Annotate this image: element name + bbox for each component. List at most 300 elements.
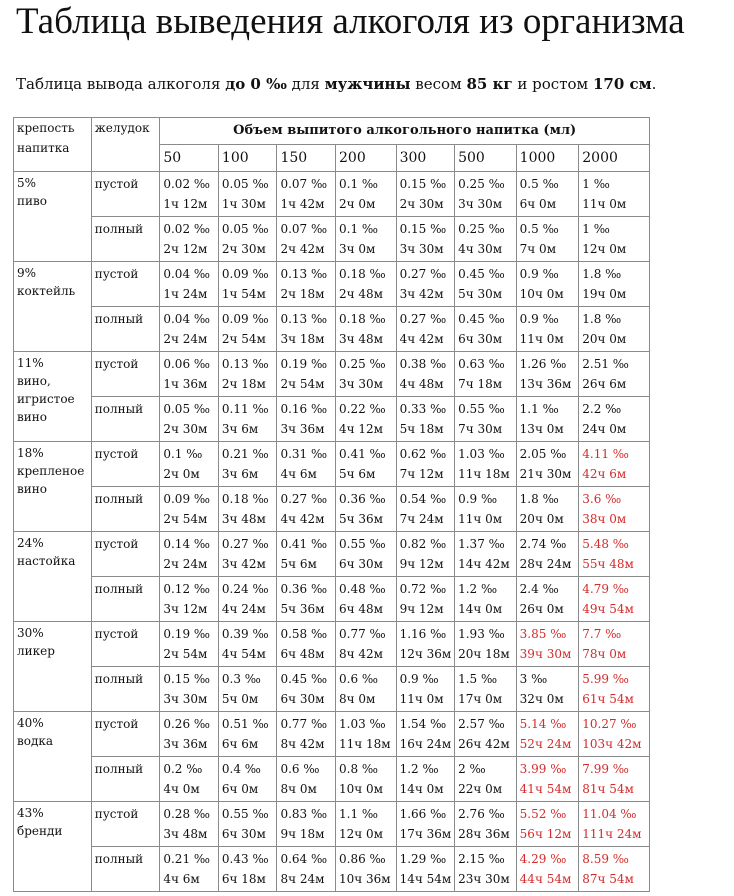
promille-value: 0.86 ‰ [339,852,386,866]
elimination-time: 2ч 24м [163,332,208,346]
elimination-time: 5ч 6м [339,467,376,481]
elimination-time: 2ч 54м [163,512,208,526]
value-cell [396,352,455,397]
promille-value: 0.41 ‰ [339,447,386,461]
elimination-time: 8ч 0м [339,692,376,706]
value-cell [218,802,277,847]
promille-value: 10.27 ‰ [582,717,637,731]
value-cell [396,712,455,757]
promille-value: 1.5 ‰ [458,672,498,686]
elimination-time: 26ч 6м [582,377,627,391]
promille-value: 0.19 ‰ [280,357,328,371]
value-cell [516,532,579,577]
value-cell [455,802,517,847]
value-cell [516,847,579,892]
drink-label-line: коктейль [17,284,76,298]
value-cell [218,442,277,487]
promille-value: 0.33 ‰ [399,402,447,416]
drink-label [14,712,92,802]
elimination-time: 1ч 54м [221,287,266,301]
promille-value: 0.13 ‰ [280,267,328,281]
promille-value: 0.5 ‰ [519,177,559,191]
elimination-time: 6ч 6м [221,737,259,751]
value-cell [579,442,650,487]
promille-value: 3.6 ‰ [582,492,622,506]
elimination-time: 49ч 54м [582,602,634,616]
elimination-time: 10ч 36м [339,872,391,886]
promille-value: 1.29 ‰ [399,852,447,866]
value-cell [160,622,219,667]
promille-value: 0.25 ‰ [458,222,505,236]
value-cell [277,847,336,892]
value-cell [396,442,455,487]
value-cell [579,262,650,307]
drink-label [14,442,92,532]
elimination-time: 4ч 54м [221,647,266,661]
elimination-time: 26ч 0м [519,602,564,616]
elimination-time: 103ч 42м [582,737,642,751]
table-row [14,487,650,532]
drink-label-line: настойка [17,554,76,568]
elimination-time: 11ч 0м [582,197,627,211]
value-cell [516,577,579,622]
elimination-time: 8ч 0м [280,782,317,796]
description-text: и ростом [512,75,593,93]
promille-value: 0.27 ‰ [221,537,269,551]
elimination-time: 22ч 0м [458,782,503,796]
elimination-time: 8ч 24м [280,872,325,886]
elimination-time: 6ч 48м [339,602,383,616]
promille-value: 0.19 ‰ [163,627,210,641]
elimination-time: 8ч 42м [339,647,383,661]
elimination-time: 3ч 12м [163,602,208,616]
promille-value: 0.1 ‰ [339,177,378,191]
elimination-time: 3ч 30м [339,377,383,391]
drink-label-line: 9% [17,266,37,280]
description-weight: 85 кг [466,75,513,93]
value-cell [277,757,336,802]
promille-value: 1 ‰ [582,177,610,191]
elimination-time: 2ч 30м [399,197,444,211]
promille-value: 7.7 ‰ [582,627,622,641]
value-cell [516,217,579,262]
promille-value: 0.13 ‰ [280,312,328,326]
value-cell [218,532,277,577]
elimination-time: 2ч 18м [221,377,266,391]
drink-label-line: 24% [17,536,44,550]
value-cell [455,262,517,307]
table-row [14,397,650,442]
value-cell [218,712,277,757]
value-cell [160,262,219,307]
value-cell [277,397,336,442]
table-row [14,442,650,487]
promille-value: 0.9 ‰ [519,267,559,281]
value-cell [277,217,336,262]
value-cell [277,712,336,757]
elimination-time: 12ч 36м [399,647,452,661]
drink-label-line: бренди [17,824,63,838]
value-cell [160,352,219,397]
elimination-time: 2ч 0м [339,197,376,211]
stomach-state: полный [91,667,160,712]
promille-value: 5.14 ‰ [519,717,567,731]
value-cell [396,802,455,847]
promille-value: 0.82 ‰ [399,537,447,551]
elimination-time: 13ч 0м [519,422,564,436]
elimination-time: 2ч 54м [280,377,325,391]
promille-value: 2.76 ‰ [458,807,505,821]
promille-value: 3.99 ‰ [519,762,567,776]
elimination-time: 6ч 48м [280,647,325,661]
promille-value: 0.39 ‰ [221,627,269,641]
stomach-state: пустой [91,802,160,847]
elimination-time: 28ч 24м [519,557,572,571]
elimination-time: 26ч 42м [458,737,510,751]
table-body [14,118,650,892]
value-cell [336,397,397,442]
value-cell [336,172,397,217]
elimination-time: 3ч 0м [339,242,376,256]
promille-value: 1.66 ‰ [399,807,447,821]
table-row [14,262,650,307]
stomach-state: полный [91,397,160,442]
elimination-time: 20ч 0м [519,512,564,526]
promille-value: 0.55 ‰ [339,537,386,551]
value-cell [455,442,517,487]
elimination-time: 14ч 54м [399,872,452,886]
promille-value: 0.9 ‰ [458,492,498,506]
value-cell [160,172,219,217]
elimination-time: 56ч 12м [519,827,572,841]
elimination-time: 6ч 30м [221,827,266,841]
drink-label-line: вино [17,482,47,496]
elimination-time: 28ч 36м [458,827,510,841]
elimination-time: 5ч 36м [280,602,325,616]
drink-label [14,802,92,892]
value-cell [455,487,517,532]
elimination-time: 11ч 18м [458,467,510,481]
elimination-time: 7ч 12м [399,467,444,481]
promille-value: 11.04 ‰ [582,807,637,821]
elimination-time: 2ч 30м [221,242,266,256]
promille-value: 0.11 ‰ [221,402,269,416]
value-cell [218,262,277,307]
value-cell [516,487,579,532]
header-stomach: желудок [91,118,160,172]
promille-value: 0.05 ‰ [163,402,210,416]
value-cell [160,847,219,892]
promille-value: 4.11 ‰ [582,447,629,461]
table-row [14,847,650,892]
promille-value: 0.43 ‰ [221,852,269,866]
table-row [14,172,650,217]
elimination-time: 2ч 12м [163,242,208,256]
promille-value: 0.1 ‰ [163,447,203,461]
elimination-time: 87ч 54м [582,872,634,886]
promille-value: 5.99 ‰ [582,672,629,686]
promille-value: 0.25 ‰ [458,177,505,191]
elimination-time: 3ч 6м [221,467,259,481]
value-cell [579,757,650,802]
value-cell [396,847,455,892]
value-cell [218,172,277,217]
value-cell [579,577,650,622]
stomach-state: полный [91,217,160,262]
value-cell [455,757,517,802]
alcohol-elimination-table [13,117,650,892]
volume-header-cell: 50 [160,145,219,172]
promille-value: 1.54 ‰ [399,717,447,731]
promille-value: 0.63 ‰ [458,357,505,371]
promille-value: 0.06 ‰ [163,357,210,371]
elimination-time: 5ч 6м [280,557,317,571]
value-cell [579,847,650,892]
promille-value: 2.4 ‰ [519,582,559,596]
value-cell [579,487,650,532]
value-cell [579,307,650,352]
promille-value: 4.79 ‰ [582,582,629,596]
value-cell [277,172,336,217]
stomach-state: пустой [91,532,160,577]
value-cell [455,532,517,577]
elimination-time: 3ч 42м [399,287,444,301]
promille-value: 0.15 ‰ [163,672,210,686]
elimination-time: 7ч 24м [399,512,444,526]
elimination-time: 5ч 18м [399,422,444,436]
elimination-time: 2ч 54м [163,647,208,661]
promille-value: 0.05 ‰ [221,177,269,191]
stomach-state: полный [91,307,160,352]
page-title: Таблица выведения алкоголя из организма [16,1,685,42]
promille-value: 1.2 ‰ [458,582,498,596]
value-cell [455,217,517,262]
description-gender: мужчины [324,75,411,93]
value-cell [277,307,336,352]
promille-value: 5.48 ‰ [582,537,629,551]
drink-label [14,262,92,352]
elimination-time: 14ч 0м [399,782,444,796]
value-cell [218,757,277,802]
promille-value: 0.07 ‰ [280,177,328,191]
elimination-time: 1ч 30м [221,197,266,211]
value-cell [218,352,277,397]
value-cell [277,532,336,577]
promille-value: 1.8 ‰ [582,267,622,281]
promille-value: 0.26 ‰ [163,717,210,731]
promille-value: 0.13 ‰ [221,357,269,371]
promille-value: 0.38 ‰ [399,357,447,371]
elimination-time: 11ч 18м [339,737,391,751]
value-cell [336,307,397,352]
promille-value: 0.18 ‰ [221,492,269,506]
value-cell [160,442,219,487]
value-cell [277,577,336,622]
table-row [14,622,650,667]
elimination-time: 20ч 0м [582,332,627,346]
volume-header-cell: 100 [218,145,277,172]
value-cell [516,622,579,667]
value-cell [396,217,455,262]
promille-value: 0.15 ‰ [399,177,447,191]
elimination-time: 8ч 42м [280,737,325,751]
promille-value: 0.8 ‰ [339,762,378,776]
value-cell [579,802,650,847]
value-cell [455,397,517,442]
header-strength: крепость напитка [14,118,92,172]
elimination-time: 38ч 0м [582,512,627,526]
elimination-time: 7ч 0м [519,242,557,256]
promille-value: 5.52 ‰ [519,807,567,821]
value-cell [396,172,455,217]
value-cell [218,487,277,532]
elimination-time: 3ч 30м [458,197,503,211]
description-height: 170 см [592,75,652,93]
value-cell [218,847,277,892]
drink-label-line: водка [17,734,54,748]
value-cell [579,217,650,262]
value-cell [579,172,650,217]
elimination-time: 1ч 24м [163,287,208,301]
elimination-time: 19ч 0м [582,287,627,301]
value-cell [396,532,455,577]
value-cell [160,532,219,577]
value-cell [579,532,650,577]
promille-value: 2.15 ‰ [458,852,505,866]
elimination-time: 6ч 18м [221,872,266,886]
promille-value: 0.22 ‰ [339,402,386,416]
stomach-state: пустой [91,352,160,397]
value-cell [396,622,455,667]
value-cell [396,262,455,307]
promille-value: 1.1 ‰ [519,402,559,416]
elimination-time: 13ч 36м [519,377,572,391]
description-text: . [651,75,657,93]
header-volume: Объем выпитого алкогольного напитка (мл) [160,118,650,145]
stomach-state: полный [91,487,160,532]
elimination-time: 111ч 24м [582,827,642,841]
value-cell [160,802,219,847]
promille-value: 0.9 ‰ [399,672,439,686]
promille-value: 0.55 ‰ [221,807,269,821]
elimination-time: 4ч 48м [399,377,444,391]
drink-label-line: 43% [17,806,44,820]
promille-value: 0.45 ‰ [280,672,328,686]
stomach-state: пустой [91,622,160,667]
promille-value: 0.02 ‰ [163,177,210,191]
drink-label [14,532,92,622]
value-cell [160,397,219,442]
volume-header-cell: 2000 [579,145,650,172]
drink-label-line: крепленое [17,464,85,478]
elimination-time: 1ч 12м [163,197,208,211]
elimination-time: 2ч 18м [280,287,325,301]
table-row [14,217,650,262]
drink-label-line: 11% [17,356,44,370]
promille-value: 2 ‰ [458,762,486,776]
elimination-time: 3ч 36м [280,422,325,436]
promille-value: 0.27 ‰ [399,267,447,281]
elimination-time: 3ч 30м [399,242,444,256]
value-cell [516,172,579,217]
elimination-time: 11ч 0м [519,332,564,346]
value-cell [277,622,336,667]
elimination-time: 6ч 30м [339,557,383,571]
elimination-time: 41ч 54м [519,782,572,796]
value-cell [336,757,397,802]
promille-value: 2.05 ‰ [519,447,567,461]
elimination-time: 6ч 0м [221,782,259,796]
promille-value: 0.4 ‰ [221,762,261,776]
elimination-time: 5ч 36м [339,512,383,526]
elimination-time: 78ч 0м [582,647,627,661]
value-cell [218,397,277,442]
value-cell [336,217,397,262]
promille-value: 8.59 ‰ [582,852,629,866]
promille-value: 0.77 ‰ [339,627,386,641]
promille-value: 0.54 ‰ [399,492,447,506]
promille-value: 0.48 ‰ [339,582,386,596]
value-cell [516,352,579,397]
promille-value: 0.05 ‰ [221,222,269,236]
table-row [14,712,650,757]
elimination-time: 17ч 36м [399,827,452,841]
value-cell [336,442,397,487]
volume-header-cell: 500 [455,145,517,172]
elimination-time: 5ч 30м [458,287,503,301]
value-cell [516,397,579,442]
promille-value: 0.09 ‰ [221,267,269,281]
promille-value: 0.5 ‰ [519,222,559,236]
drink-label-line: ликер [17,644,55,658]
table-row [14,667,650,712]
elimination-time: 1ч 36м [163,377,208,391]
value-cell [218,667,277,712]
value-cell [277,262,336,307]
drink-label-line: 30% [17,626,44,640]
value-cell [336,487,397,532]
elimination-time: 12ч 0м [582,242,627,256]
promille-value: 1.16 ‰ [399,627,447,641]
description-target: до 0 ‰ [225,75,287,93]
value-cell [160,217,219,262]
table-row [14,307,650,352]
stomach-state: полный [91,577,160,622]
value-cell [277,352,336,397]
value-cell [579,352,650,397]
value-cell [396,487,455,532]
promille-value: 1.1 ‰ [339,807,378,821]
elimination-time: 9ч 12м [399,602,444,616]
value-cell [516,802,579,847]
elimination-time: 2ч 30м [163,422,208,436]
elimination-time: 4ч 6м [280,467,317,481]
value-cell [160,667,219,712]
value-cell [396,757,455,802]
drink-label-line: 18% [17,446,44,460]
stomach-state: пустой [91,442,160,487]
promille-value: 0.18 ‰ [339,312,386,326]
promille-value: 1.37 ‰ [458,537,505,551]
promille-value: 0.18 ‰ [339,267,386,281]
promille-value: 0.2 ‰ [163,762,203,776]
value-cell [336,532,397,577]
value-cell [218,307,277,352]
description-text: весом [410,75,467,93]
value-cell [455,352,517,397]
elimination-time: 44ч 54м [519,872,572,886]
elimination-time: 5ч 0м [221,692,259,706]
